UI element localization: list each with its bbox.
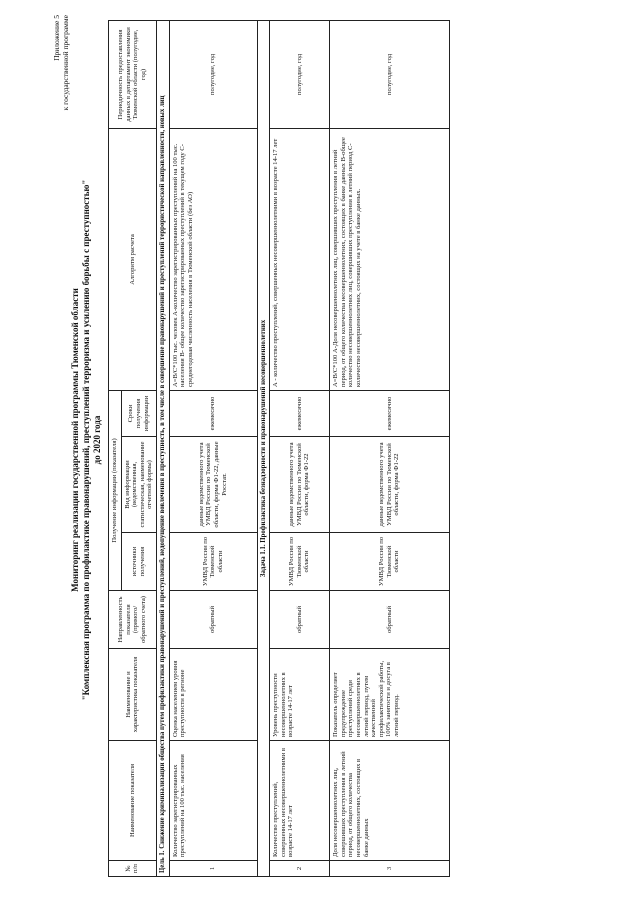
table-row (330, 20, 450, 876)
landscape-sheet (50, 15, 610, 885)
goal-text: Цель 1. Снижение криминализации общества путем профилактики правонарушений и преступлений, недопущение вовлечения в преступность, в том числе в совершение правонарушений и преступлений террористической направленности, новых лиц (156, 20, 169, 876)
row-num: 3 (330, 861, 450, 877)
row-source: УМВД России по Тюменской области (169, 533, 257, 591)
header-direction: Направленность показателя (прямого/обратного счета) (109, 591, 157, 649)
appendix-note (52, 15, 70, 110)
header-row (109, 20, 122, 876)
header-deadline: Сроки получения информации (121, 390, 156, 436)
header-desc: Наименование и характеристика показателя (109, 649, 157, 741)
row-source: УМВД России по Тюменской области (270, 533, 330, 591)
table-row (270, 20, 330, 876)
row-desc: Уровень преступности несовершеннолетних в возрасте 14-17 лет (270, 649, 330, 741)
row-direction: обратный (330, 591, 450, 649)
goal-row (156, 20, 169, 876)
row-info: данные ведомственного учета УМВД России по Тюменской области, форма Ф1-22 (270, 437, 330, 533)
row-direction: обратный (169, 591, 257, 649)
table-row (169, 20, 257, 876)
document-title-line-3: до 2020 года (92, 415, 102, 465)
row-num: 2 (270, 861, 330, 877)
header-sources: источники получения (121, 533, 156, 591)
header-algorithm: Алгоритм расчета (109, 128, 157, 390)
task-row (257, 20, 270, 876)
header-num: № п/п (109, 861, 157, 877)
row-desc: Показатель определяет предупреждение преступлений среди несовершеннолетних в летний период, путем качественной профилактической работы, 100% занятости и досуга в летний период. (330, 649, 450, 741)
row-deadline: ежемесячно (169, 390, 257, 436)
document-title-line-2: "Комплексная программа по профилактике правонарушений, преступлений терроризма и усилению борьбы с преступностью" (81, 179, 91, 701)
row-name: Количество зарегистрированных преступлений на 100 тыс. населения (169, 741, 257, 861)
document-title-line-1: Мониторинг реализации государственной программы Тюменской области (70, 288, 80, 592)
task-text: Задача 1.1. Профилактика безнадзорности и правонарушений несовершеннолетних (257, 20, 270, 876)
row-desc: Оценка населением уровня преступности в регионе (169, 649, 257, 741)
header-name: Наименование показателя (109, 741, 157, 861)
row-algorithm: A=B/C*100 тыс. человек А-количество зарегистрированных преступлений на 100 тыс. населения B- общее количество зарегистрированных преступлений в текущем году C-среднегодовая численность населения в Тюменской области (без АО) (169, 128, 257, 390)
row-direction: обратный (270, 591, 330, 649)
row-info: данные ведомственного учета УМВД России по Тюменской области, форма Ф1-22 (330, 437, 450, 533)
header-period: Периодичность предоставления данных в департамент экономики Тюменской области (полугодие, год) (109, 20, 157, 128)
header-source-group: Получение информации (показателя) (109, 390, 122, 590)
row-num: 1 (169, 861, 257, 877)
row-deadline: ежемесячно (330, 390, 450, 436)
row-period: полугодие, год (169, 20, 257, 128)
monitoring-table (108, 20, 450, 877)
row-name: Количество преступлений, совершенных несовершеннолетними в возрасте 14-17 лет (270, 741, 330, 861)
row-name: Доля несовершеннолетних лиц, совершивших преступления в летний период, от общего количества несовершеннолетних, состоящих в банке данных (330, 741, 450, 861)
appendix-line-1: Приложение 5 (52, 15, 61, 61)
row-period: полугодие, год (270, 20, 330, 128)
header-info-type: Вид информации (ведомственная, статистическая, наименование отчетной формы) (121, 437, 156, 533)
row-period: полугодие, год (330, 20, 450, 128)
row-info: данные ведомственного учета УМВД России по Тюменской области, форма Ф1-22, данные Росстат. (169, 437, 257, 533)
row-deadline: ежемесячно (270, 390, 330, 436)
appendix-line-2: к государственной программе (61, 15, 70, 111)
row-algorithm: А=В/С*100 А-Доля несовершеннолетних лиц, совершивших преступления в летний период, от общего количества несовершеннолетних, состоящих в банке данных В-общее количество несовершеннолетних лиц, совершивших преступления в летний период С- количество несовершеннолетних, состоящих на учете в банке данных. (330, 128, 450, 390)
row-source: УМВД России по Тюменской области (330, 533, 450, 591)
row-algorithm: А - количество преступлений, совершенных несовершеннолетними в возрасте 14-17 лет (270, 128, 330, 390)
